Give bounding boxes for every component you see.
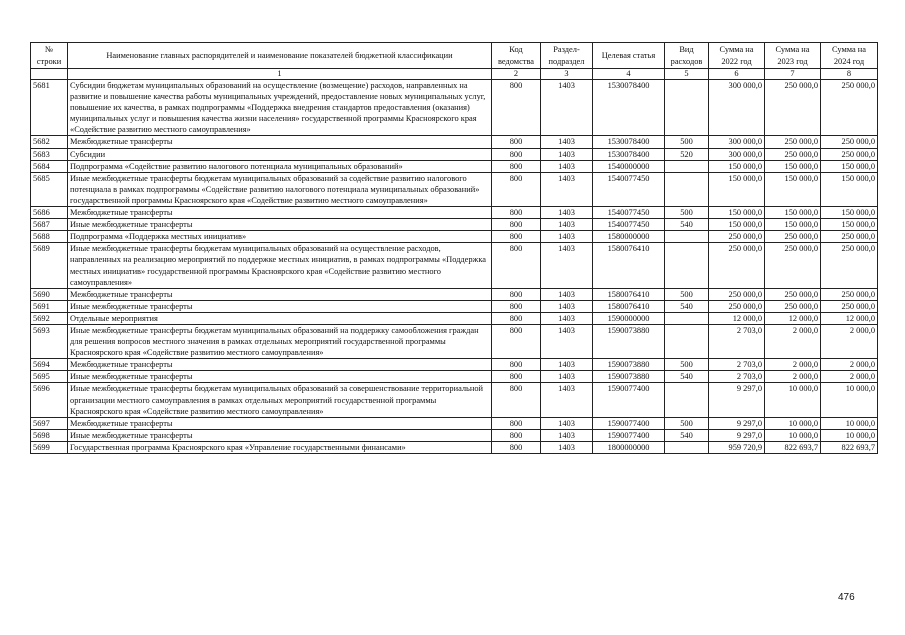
cell-row-no: 5683 [31,148,68,160]
cell-row-no: 5686 [31,207,68,219]
cell-target: 1540077450 [593,219,665,231]
table-row [31,371,878,383]
cell-sum-2024: 150 000,0 [821,160,878,172]
cell-sum-2023: 150 000,0 [765,219,821,231]
cell-sum-2022: 2 703,0 [709,371,765,383]
table-row [31,231,878,243]
cell-target: 1590077400 [593,417,665,429]
cell-name: Субсидии [68,148,492,160]
cell-sum-2022: 9 297,0 [709,417,765,429]
cell-sum-2024: 822 693,7 [821,441,878,453]
cell-sum-2023: 2 000,0 [765,371,821,383]
cell-name: Иные межбюджетные трансферты бюджетам муниципальных образований на осуществление расходов, направленных на реализацию мероприятий по поддержке местных инициатив, в рамках подпрограммы «Поддержка местных инициатив» государственной программы Красноярского края «Содействие развитию местного самоуправления» [68,243,492,288]
cell-exp-type [665,383,709,417]
cell-sum-2022: 959 720,9 [709,441,765,453]
cell-exp-type: 540 [665,300,709,312]
cell-sum-2023: 2 000,0 [765,359,821,371]
cell-name: Подпрограмма «Поддержка местных инициатив» [68,231,492,243]
cell-row-no: 5692 [31,312,68,324]
cell-section: 1403 [541,231,593,243]
table-row [31,160,878,172]
cell-sum-2024: 2 000,0 [821,359,878,371]
cell-sum-2022: 300 000,0 [709,80,765,136]
cell-sum-2023: 250 000,0 [765,231,821,243]
cell-row-no: 5693 [31,324,68,358]
cell-target: 1590077400 [593,383,665,417]
cell-sum-2024: 250 000,0 [821,288,878,300]
table-row [31,207,878,219]
cell-sum-2022: 150 000,0 [709,160,765,172]
cell-target: 1530078400 [593,80,665,136]
cell-sum-2023: 10 000,0 [765,383,821,417]
cell-sum-2022: 300 000,0 [709,136,765,148]
column-number: 6 [709,69,765,80]
cell-name: Межбюджетные трансферты [68,359,492,371]
column-number-row [31,69,878,80]
cell-sum-2024: 10 000,0 [821,429,878,441]
cell-dept: 800 [492,231,541,243]
cell-dept: 800 [492,371,541,383]
cell-dept: 800 [492,429,541,441]
cell-sum-2023: 822 693,7 [765,441,821,453]
cell-target: 1540077450 [593,207,665,219]
cell-sum-2023: 150 000,0 [765,207,821,219]
cell-section: 1403 [541,312,593,324]
table-body [31,80,878,454]
column-number: 8 [821,69,878,80]
header-exp-type: Вид расходов [665,43,709,69]
header-name: Наименование главных распорядителей и наименование показателей бюджетной классификации [68,43,492,69]
column-number: 4 [593,69,665,80]
cell-dept: 800 [492,417,541,429]
cell-sum-2024: 10 000,0 [821,417,878,429]
cell-dept: 800 [492,324,541,358]
table-row [31,172,878,206]
cell-sum-2022: 150 000,0 [709,172,765,206]
cell-sum-2023: 250 000,0 [765,288,821,300]
cell-row-no: 5685 [31,172,68,206]
header-sum-2023: Сумма на 2023 год [765,43,821,69]
cell-sum-2024: 2 000,0 [821,371,878,383]
cell-section: 1403 [541,429,593,441]
cell-dept: 800 [492,172,541,206]
cell-sum-2022: 12 000,0 [709,312,765,324]
cell-row-no: 5696 [31,383,68,417]
cell-dept: 800 [492,383,541,417]
cell-exp-type: 500 [665,359,709,371]
cell-sum-2022: 2 703,0 [709,324,765,358]
cell-target: 1590077400 [593,429,665,441]
cell-sum-2024: 250 000,0 [821,231,878,243]
cell-sum-2024: 10 000,0 [821,383,878,417]
cell-exp-type [665,160,709,172]
cell-section: 1403 [541,288,593,300]
cell-sum-2022: 250 000,0 [709,243,765,288]
cell-name: Межбюджетные трансферты [68,207,492,219]
header-row-no: № строки [31,43,68,69]
cell-sum-2023: 250 000,0 [765,300,821,312]
cell-dept: 800 [492,136,541,148]
table-row [31,441,878,453]
cell-exp-type [665,243,709,288]
cell-sum-2022: 9 297,0 [709,383,765,417]
budget-table [30,42,878,454]
header-row [31,43,878,69]
cell-exp-type: 540 [665,371,709,383]
cell-target: 1540000000 [593,160,665,172]
cell-row-no: 5688 [31,231,68,243]
cell-section: 1403 [541,371,593,383]
cell-sum-2024: 150 000,0 [821,172,878,206]
cell-name: Межбюджетные трансферты [68,288,492,300]
cell-section: 1403 [541,172,593,206]
cell-sum-2023: 250 000,0 [765,243,821,288]
cell-row-no: 5684 [31,160,68,172]
cell-dept: 800 [492,219,541,231]
cell-section: 1403 [541,207,593,219]
cell-sum-2024: 12 000,0 [821,312,878,324]
cell-sum-2022: 250 000,0 [709,288,765,300]
cell-sum-2023: 250 000,0 [765,148,821,160]
cell-target: 1590073880 [593,324,665,358]
column-number: 3 [541,69,593,80]
cell-dept: 800 [492,441,541,453]
cell-sum-2023: 250 000,0 [765,136,821,148]
cell-sum-2023: 150 000,0 [765,160,821,172]
cell-name: Иные межбюджетные трансферты [68,429,492,441]
cell-dept: 800 [492,80,541,136]
table-row [31,383,878,417]
header-target: Целевая статья [593,43,665,69]
cell-dept: 800 [492,359,541,371]
cell-row-no: 5689 [31,243,68,288]
table-row [31,300,878,312]
cell-sum-2023: 12 000,0 [765,312,821,324]
cell-section: 1403 [541,148,593,160]
table-row [31,80,878,136]
cell-exp-type: 540 [665,219,709,231]
column-number [31,69,68,80]
cell-row-no: 5694 [31,359,68,371]
cell-name: Государственная программа Красноярского края «Управление государственными финансами» [68,441,492,453]
cell-row-no: 5690 [31,288,68,300]
cell-name: Отдельные мероприятия [68,312,492,324]
table-row [31,243,878,288]
cell-sum-2024: 150 000,0 [821,219,878,231]
cell-target: 1580076410 [593,243,665,288]
cell-exp-type [665,324,709,358]
header-sum-2022: Сумма на 2022 год [709,43,765,69]
cell-section: 1403 [541,160,593,172]
cell-sum-2022: 250 000,0 [709,300,765,312]
cell-sum-2023: 10 000,0 [765,417,821,429]
column-number: 7 [765,69,821,80]
cell-dept: 800 [492,148,541,160]
cell-name: Иные межбюджетные трансферты [68,219,492,231]
cell-sum-2024: 250 000,0 [821,300,878,312]
page-number: 476 [838,592,855,603]
cell-dept: 800 [492,312,541,324]
table-row [31,324,878,358]
cell-exp-type: 500 [665,207,709,219]
cell-sum-2023: 2 000,0 [765,324,821,358]
cell-exp-type [665,441,709,453]
cell-target: 1580076410 [593,288,665,300]
cell-sum-2024: 250 000,0 [821,80,878,136]
cell-sum-2022: 150 000,0 [709,207,765,219]
cell-section: 1403 [541,324,593,358]
cell-sum-2022: 2 703,0 [709,359,765,371]
cell-target: 1580000000 [593,231,665,243]
cell-target: 1540077450 [593,172,665,206]
table-row [31,288,878,300]
cell-target: 1800000000 [593,441,665,453]
cell-target: 1530078400 [593,148,665,160]
cell-section: 1403 [541,441,593,453]
cell-dept: 800 [492,288,541,300]
cell-sum-2023: 150 000,0 [765,172,821,206]
table-row [31,219,878,231]
cell-row-no: 5695 [31,371,68,383]
cell-target: 1530078400 [593,136,665,148]
cell-dept: 800 [492,160,541,172]
cell-name: Иные межбюджетные трансферты [68,371,492,383]
header-section: Раздел-подраздел [541,43,593,69]
cell-target: 1590073880 [593,371,665,383]
cell-dept: 800 [492,243,541,288]
column-number: 1 [68,69,492,80]
cell-section: 1403 [541,80,593,136]
cell-target: 1590000000 [593,312,665,324]
cell-exp-type: 540 [665,429,709,441]
cell-row-no: 5682 [31,136,68,148]
cell-section: 1403 [541,300,593,312]
table-row [31,312,878,324]
cell-name: Иные межбюджетные трансферты бюджетам муниципальных образований за содействие развитию налогового потенциала в рамках подпрограммы «Содействие развитию налогового потенциала муниципальных образований» государственной программы Красноярского края «Содействие развитию местного самоуправления» [68,172,492,206]
cell-exp-type: 500 [665,288,709,300]
table-row [31,429,878,441]
cell-sum-2024: 150 000,0 [821,207,878,219]
cell-row-no: 5687 [31,219,68,231]
cell-sum-2024: 250 000,0 [821,136,878,148]
column-number: 5 [665,69,709,80]
cell-exp-type [665,80,709,136]
cell-section: 1403 [541,243,593,288]
cell-sum-2022: 9 297,0 [709,429,765,441]
cell-section: 1403 [541,417,593,429]
cell-dept: 800 [492,207,541,219]
cell-exp-type: 500 [665,417,709,429]
cell-dept: 800 [492,300,541,312]
table-row [31,148,878,160]
cell-exp-type [665,312,709,324]
cell-sum-2022: 300 000,0 [709,148,765,160]
cell-target: 1580076410 [593,300,665,312]
cell-section: 1403 [541,219,593,231]
header-dept: Код ведомства [492,43,541,69]
cell-sum-2024: 250 000,0 [821,148,878,160]
cell-name: Субсидии бюджетам муниципальных образований на осуществление (возмещение) расходов, направленных на развитие и повышение качества работы муниципальных учреждений, предоставление новых муниципальных услуг, повышение их качества, в рамках подпрограммы «Поддержка внедрения стандартов предоставления (оказания) муниципальных услуг и повышения качества жизни населения» государственной программы Красноярского края «Содействие развитию местного самоуправления» [68,80,492,136]
cell-exp-type: 520 [665,148,709,160]
cell-exp-type: 500 [665,136,709,148]
header-sum-2024: Сумма на 2024 год [821,43,878,69]
cell-name: Иные межбюджетные трансферты бюджетам муниципальных образований за совершенствование территориальной организации местного самоуправления в рамках отдельных мероприятий государственной программы Красноярского края «Содействие развитию местного самоуправления» [68,383,492,417]
cell-sum-2023: 10 000,0 [765,429,821,441]
cell-section: 1403 [541,359,593,371]
cell-row-no: 5697 [31,417,68,429]
cell-row-no: 5699 [31,441,68,453]
table-row [31,136,878,148]
cell-name: Подпрограмма «Содействие развитию налогового потенциала муниципальных образований» [68,160,492,172]
cell-exp-type [665,172,709,206]
cell-row-no: 5691 [31,300,68,312]
cell-sum-2024: 2 000,0 [821,324,878,358]
cell-name: Иные межбюджетные трансферты бюджетам муниципальных образований на поддержку самообложения граждан для решения вопросов местного значения в рамках отдельных мероприятий государственной программы Красноярского края «Содействие развитию местного самоуправления» [68,324,492,358]
table-row [31,359,878,371]
cell-sum-2024: 250 000,0 [821,243,878,288]
cell-row-no: 5698 [31,429,68,441]
cell-section: 1403 [541,136,593,148]
cell-name: Иные межбюджетные трансферты [68,300,492,312]
cell-row-no: 5681 [31,80,68,136]
cell-sum-2023: 250 000,0 [765,80,821,136]
column-number: 2 [492,69,541,80]
cell-sum-2022: 150 000,0 [709,219,765,231]
cell-name: Межбюджетные трансферты [68,417,492,429]
cell-section: 1403 [541,383,593,417]
cell-target: 1590073880 [593,359,665,371]
cell-exp-type [665,231,709,243]
cell-name: Межбюджетные трансферты [68,136,492,148]
cell-sum-2022: 250 000,0 [709,231,765,243]
table-row [31,417,878,429]
